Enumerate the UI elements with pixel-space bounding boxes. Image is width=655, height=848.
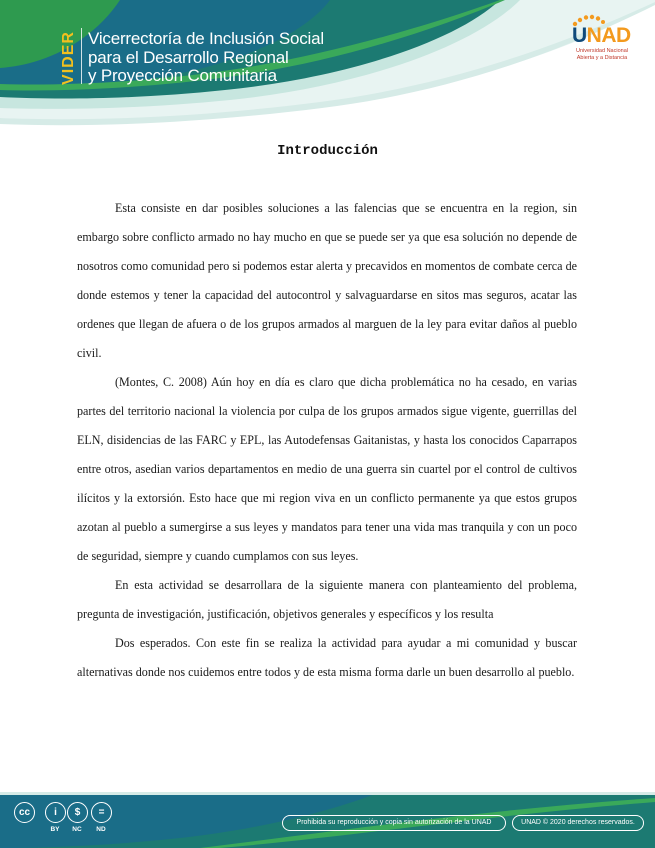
- paragraph-2: (Montes, C. 2008) Aún hoy en día es claro que dicha problemática no ha cesado, en varias partes del territorio nacional la violencia por culpa de los grupos armados sigue vigente, guerrillas del ELN, disidencias de las FARC y EPL, las Autodefensas Gaitanistas, y hasta los conocidos Caparrapos entre otros, asedian varios departamentos en medio de una guerra sin cuartel por el control de cultivos ilícitos y la extorsión. Esto hace que mi region viva en un conflicto permanente ya que estos grupos azotan al pueblo a sumergirse a sus leyes y mandatos para tener una vida mas tranquila y con un poco de seguridad, siempre y cuando cumplamos con sus leyes.: [77, 375, 577, 563]
- paragraph-4: Dos esperados. Con este fin se realiza la actividad para ayudar a mi comunidad y buscar alternativas donde nos cuidemos entre todos y de esta misma forma darle un buen desarrollo al pueblo.: [77, 636, 577, 679]
- unad-logo: [566, 14, 638, 72]
- copyright-notice: UNAD © 2020 derechos reservados.: [512, 815, 644, 831]
- page-footer: [0, 792, 655, 848]
- page-header: [0, 0, 655, 135]
- nc-label: NC: [72, 826, 82, 833]
- title-line-1: Vicerrectoría de Inclusión Social: [88, 29, 324, 48]
- by-icon: i: [45, 802, 66, 823]
- nd-label: ND: [96, 826, 106, 833]
- unad-wordmark: UNAD: [572, 24, 631, 47]
- title-line-3: y Proyección Comunitaria: [88, 66, 277, 85]
- nc-icon: $: [67, 802, 88, 823]
- title-line-2: para el Desarrollo Regional: [88, 47, 289, 67]
- paragraph-1: Esta consiste en dar posibles soluciones a las falencias que se encuentra en la region, sin embargo sobre conflicto armado no hay mucho en que se puede ser ya que esa solución no depende de nosotros como comunidad pero si podemos estar alerta y precavidos en momentos de combate cerca de donde estemos y tener la capacidad del autocontrol y salvaguardarse en sitos mas seguros, acatar las ordenes que llegan de afuera o de los grupos armados al marguen de la ley para evitar daños al pueblo civil.: [77, 201, 577, 360]
- document-body: [77, 194, 577, 687]
- document-title: Introducción: [277, 143, 378, 159]
- paragraph-3: En esta actividad se desarrollara de la siguiente manera con planteamiento del problema, pregunta de investigación, justificación, objetivos generales y específicos y los resulta: [77, 578, 577, 621]
- vider-label: VIDER: [60, 31, 77, 85]
- nd-icon: =: [91, 802, 112, 823]
- cc-icon: cc: [14, 802, 35, 823]
- reproduction-notice: Prohibida su reproducción y copia sin autorización de la UNAD: [282, 815, 506, 831]
- by-label: BY: [50, 826, 60, 833]
- vicerrectoria-title: [88, 30, 324, 86]
- vider-divider: [81, 28, 82, 84]
- unad-subtitle: Universidad Nacional Abierta y a Distancia: [576, 48, 628, 61]
